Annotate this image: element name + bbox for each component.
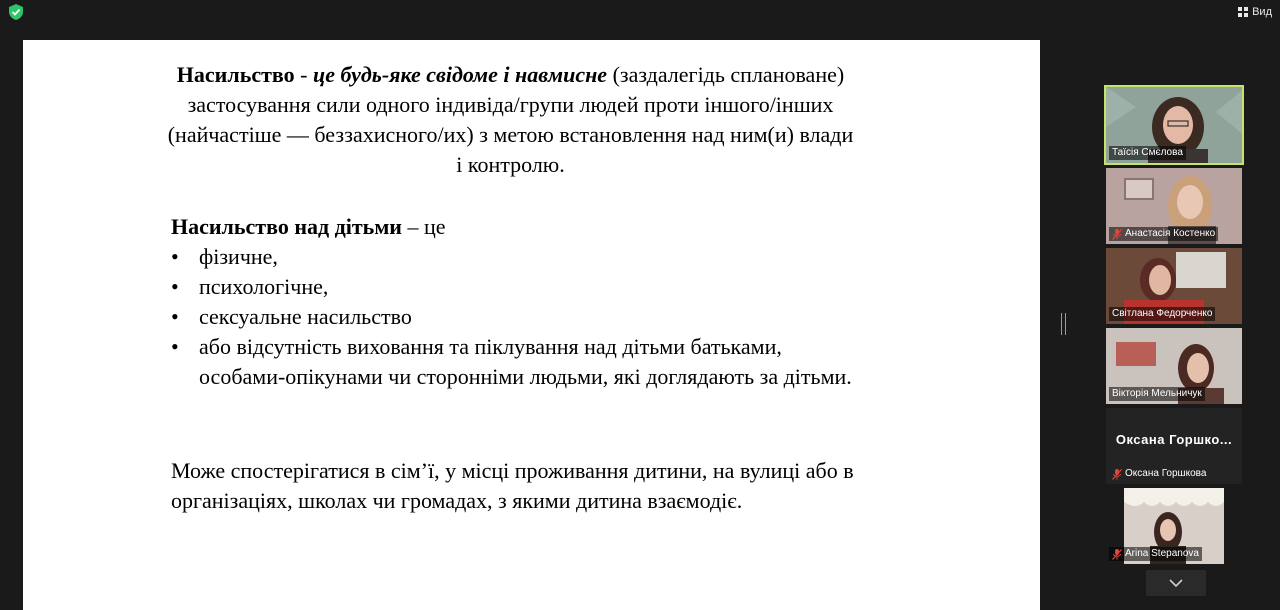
mic-muted-icon: [1112, 549, 1122, 560]
chevron-down-icon: [1169, 579, 1183, 587]
participant-display-name: Оксана Горшко...: [1115, 432, 1233, 447]
participant-tile-no-video[interactable]: [1106, 408, 1242, 484]
participant-tile[interactable]: [1106, 488, 1242, 564]
participant-tile[interactable]: [1106, 328, 1242, 404]
mic-muted-icon: [1112, 469, 1122, 480]
list-item: • психологічне,: [171, 272, 871, 302]
panel-resize-handle[interactable]: [1061, 313, 1066, 335]
list-item: • або відсутність виховання та піклування над дітьми батьками, особами-опікунами чи сторонніми людьми, які доглядають за дітьми.: [171, 334, 852, 389]
bullet-icon: •: [171, 334, 179, 359]
view-button-label: Вид: [1252, 6, 1272, 18]
definition-rest: (заздалегідь сплановане) застосування сили одного індивіда/групи людей проти іншого/інших (найчастіше — беззахисного/их) з метою встановлення над ним(и) влади і контролю.: [167, 62, 854, 177]
mic-muted-icon: [1112, 229, 1122, 240]
window-top-bar: [0, 0, 1280, 24]
list-item: • сексуальне насильство: [171, 302, 871, 332]
grid-view-icon: [1238, 7, 1248, 17]
participant-name-tag: Вікторія Мельничук: [1109, 387, 1205, 401]
term-separator: -: [294, 62, 313, 87]
slide-child-violence-section: [171, 212, 871, 392]
list-item: • фізичне,: [171, 242, 871, 272]
bullet-icon: •: [171, 244, 179, 269]
term-violence: Насильство: [176, 62, 295, 87]
violence-types-list: [171, 242, 871, 392]
shared-slide: [23, 40, 1040, 610]
bullet-icon: •: [171, 304, 179, 329]
child-violence-heading-rest: – це: [401, 214, 446, 239]
participant-name-tag: Світлана Федорченко: [1109, 307, 1215, 321]
slide-definition-paragraph: [163, 60, 858, 180]
child-violence-heading: [171, 212, 871, 242]
participant-name-tag: Оксана Горшкова: [1109, 467, 1209, 481]
bullet-icon: •: [171, 274, 179, 299]
term-child-violence: Насильство над дітьми: [171, 214, 402, 239]
participant-tile[interactable]: [1106, 248, 1242, 324]
participant-name-tag: Таїсія Смєлова: [1109, 146, 1186, 160]
shield-check-icon[interactable]: [9, 4, 23, 20]
scroll-down-button[interactable]: [1146, 570, 1206, 596]
participant-tile[interactable]: [1106, 168, 1242, 244]
view-button[interactable]: [1238, 3, 1272, 21]
slide-location-paragraph: Може спостерігатися в сім’ї, у місці проживання дитини, на вулиці або в організаціях, школах чи громадах, з якими дитина взаємодіє.: [171, 458, 854, 513]
participant-tile-active[interactable]: [1104, 85, 1244, 165]
definition-italic: це будь-яке свідоме і навмисне: [312, 62, 608, 87]
participant-name-tag: Arina Stepanova: [1109, 547, 1202, 561]
participant-name-tag: Анастасія Костенко: [1109, 227, 1218, 241]
